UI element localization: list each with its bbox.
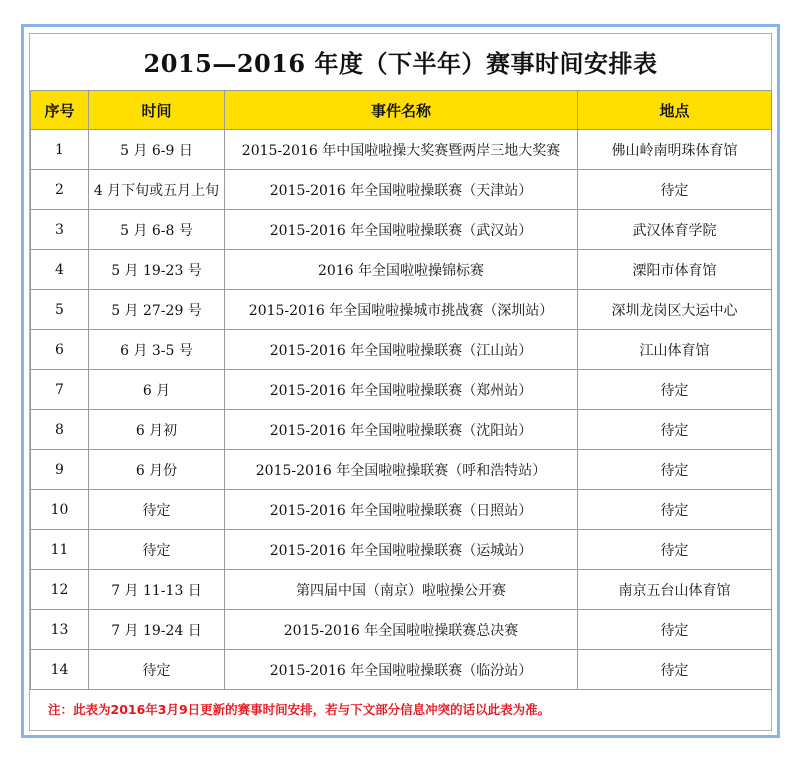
- cell-venue: 江山体育馆: [578, 330, 772, 370]
- cell-event: 2015-2016 年全国啦啦操联赛（江山站）: [225, 330, 578, 370]
- cell-time: 5 月 6-8 号: [89, 210, 225, 250]
- header-time: 时间: [89, 91, 225, 130]
- table-row: [31, 490, 772, 530]
- cell-time: 待定: [89, 490, 225, 530]
- cell-event: 2015-2016 年全国啦啦操联赛（沈阳站）: [225, 410, 578, 450]
- cell-venue: 待定: [578, 410, 772, 450]
- cell-no: 9: [31, 450, 89, 490]
- cell-venue: 待定: [578, 530, 772, 570]
- cell-event: 2015-2016 年全国啦啦操联赛（运城站）: [225, 530, 578, 570]
- cell-time: 待定: [89, 650, 225, 690]
- page-title: 2015—2016 年度（下半年）赛事时间安排表: [143, 49, 658, 78]
- schedule-table: [30, 90, 772, 690]
- cell-event: 2015-2016 年全国啦啦操联赛（武汉站）: [225, 210, 578, 250]
- cell-time: 待定: [89, 530, 225, 570]
- cell-no: 14: [31, 650, 89, 690]
- cell-time: 6 月 3-5 号: [89, 330, 225, 370]
- cell-time: 6 月初: [89, 410, 225, 450]
- cell-event: 2015-2016 年全国啦啦操联赛（天津站）: [225, 170, 578, 210]
- header-row: [31, 91, 772, 130]
- cell-event: 2015-2016 年全国啦啦操联赛（郑州站）: [225, 370, 578, 410]
- cell-venue: 待定: [578, 370, 772, 410]
- table-row: [31, 370, 772, 410]
- cell-no: 11: [31, 530, 89, 570]
- cell-no: 8: [31, 410, 89, 450]
- cell-event: 2015-2016 年中国啦啦操大奖赛暨两岸三地大奖赛: [225, 130, 578, 170]
- cell-venue: 南京五台山体育馆: [578, 570, 772, 610]
- cell-no: 6: [31, 330, 89, 370]
- cell-no: 3: [31, 210, 89, 250]
- cell-event: 2015-2016 年全国啦啦操联赛（日照站）: [225, 490, 578, 530]
- cell-time: 6 月: [89, 370, 225, 410]
- table-row: [31, 530, 772, 570]
- cell-time: 7 月 19-24 日: [89, 610, 225, 650]
- cell-no: 10: [31, 490, 89, 530]
- cell-time: 5 月 6-9 日: [89, 130, 225, 170]
- table-row: [31, 290, 772, 330]
- table-row: [31, 410, 772, 450]
- cell-time: 6 月份: [89, 450, 225, 490]
- cell-venue: 待定: [578, 490, 772, 530]
- table-row: [31, 570, 772, 610]
- cell-venue: 待定: [578, 650, 772, 690]
- cell-time: 5 月 19-23 号: [89, 250, 225, 290]
- cell-time: 5 月 27-29 号: [89, 290, 225, 330]
- cell-no: 7: [31, 370, 89, 410]
- cell-venue: 溧阳市体育馆: [578, 250, 772, 290]
- table-row: [31, 650, 772, 690]
- table-row: [31, 450, 772, 490]
- cell-no: 2: [31, 170, 89, 210]
- table-row: [31, 210, 772, 250]
- table-row: [31, 130, 772, 170]
- cell-venue: 待定: [578, 610, 772, 650]
- cell-time: 4 月下旬或五月上旬: [89, 170, 225, 210]
- cell-time: 7 月 11-13 日: [89, 570, 225, 610]
- cell-event: 2016 年全国啦啦操锦标赛: [225, 250, 578, 290]
- cell-venue: 待定: [578, 170, 772, 210]
- table-row: [31, 170, 772, 210]
- cell-venue: 佛山岭南明珠体育馆: [578, 130, 772, 170]
- header-venue: 地点: [578, 91, 772, 130]
- table-row: [31, 610, 772, 650]
- cell-no: 4: [31, 250, 89, 290]
- cell-venue: 深圳龙岗区大运中心: [578, 290, 772, 330]
- header-no: 序号: [31, 91, 89, 130]
- cell-venue: 武汉体育学院: [578, 210, 772, 250]
- header-event: 事件名称: [225, 91, 578, 130]
- cell-event: 第四届中国（南京）啦啦操公开赛: [225, 570, 578, 610]
- cell-no: 1: [31, 130, 89, 170]
- footnote: 注：此表为2016年3月9日更新的赛事时间安排，若与下文部分信息冲突的话以此表为准。: [48, 702, 551, 717]
- cell-event: 2015-2016 年全国啦啦操联赛（呼和浩特站）: [225, 450, 578, 490]
- cell-event: 2015-2016 年全国啦啦操联赛（临汾站）: [225, 650, 578, 690]
- cell-event: 2015-2016 年全国啦啦操城市挑战赛（深圳站）: [225, 290, 578, 330]
- cell-event: 2015-2016 年全国啦啦操联赛总决赛: [225, 610, 578, 650]
- cell-no: 5: [31, 290, 89, 330]
- cell-no: 13: [31, 610, 89, 650]
- cell-venue: 待定: [578, 450, 772, 490]
- table-row: [31, 250, 772, 290]
- table-row: [31, 330, 772, 370]
- cell-no: 12: [31, 570, 89, 610]
